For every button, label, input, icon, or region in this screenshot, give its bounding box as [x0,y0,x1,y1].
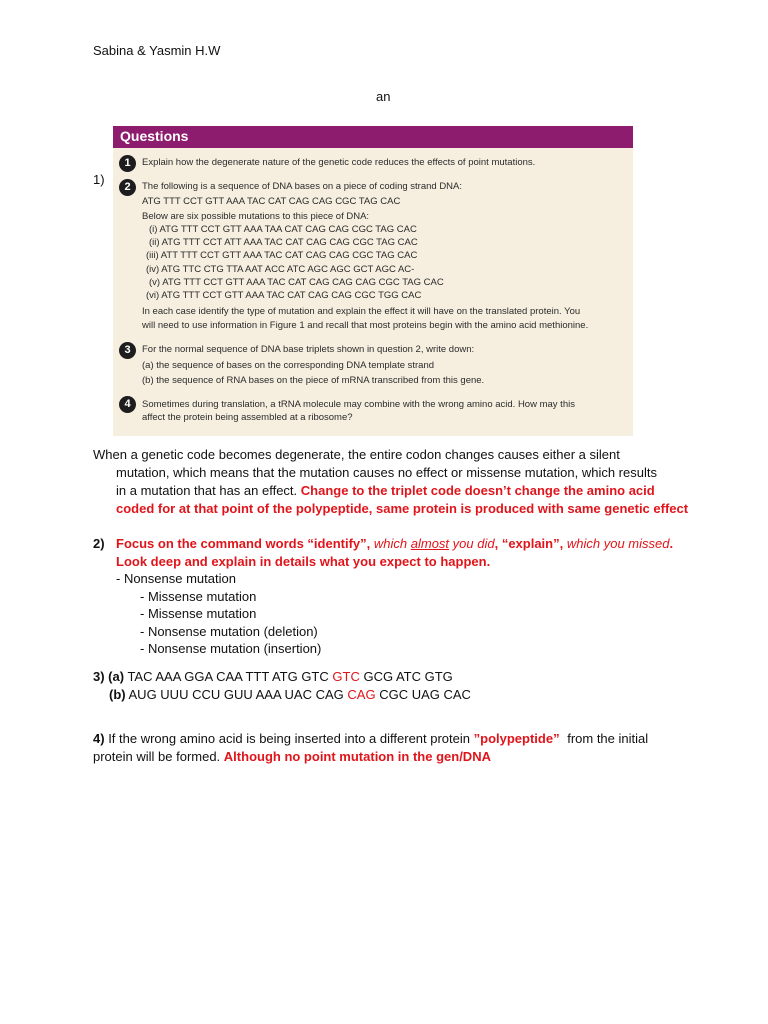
answer-1-feedback-part1: Change to the triplet code doesn’t change the amino acid [300,483,655,498]
answer-2-label: 2) [93,536,105,551]
feedback-almost: almost [410,536,450,551]
answer-2-item: - Nonsense mutation (deletion) [140,624,318,639]
answer-3b-label: (b) [109,687,126,702]
mutation-item: (iii) ATT TTT CCT GTT AAA TAC CAT CAG CAG CGC TAG CAC [146,250,418,261]
answer-3b-sequence-end: CGC UAG CAC [379,687,471,702]
answer-1-text-end: in a mutation that has an effect. [116,483,298,498]
feedback-period: . [669,536,674,551]
answer-3a-sequence-end: GCG ATC GTG [363,669,453,684]
answer-1-line2: mutation, which means that the mutation causes no effect or missense mutation, which results [116,465,657,480]
answer-2-item: - Nonsense mutation [116,571,236,586]
question-1-text: Explain how the degenerate nature of the genetic code reduces the effects of point mutations. [142,157,536,168]
feedback-you-missed: which you missed [566,536,670,551]
question-3-intro: For the normal sequence of DNA base triplets shown in question 2, write down: [142,344,475,355]
question-2-intro: The following is a sequence of DNA bases on a piece of coding strand DNA: [142,181,463,192]
answer-3a-label: 3) (a) [93,669,125,684]
question-2-below: Below are six possible mutations to this piece of DNA: [142,211,370,222]
feedback-which: which [373,536,408,551]
answer-4-text-end: from the initial [567,731,649,746]
mutation-item: (v) ATG TTT CCT GTT AAA TAC CAT CAG CAG CAG CGC TAG CAC [149,277,444,288]
question-2-task-line1: In each case identify the type of mutation and explain the effect it will have on the translated protein. You [142,306,581,317]
feedback-you-did: you did [452,536,495,551]
answer-1-line1: When a genetic code becomes degenerate, the entire codon changes causes either a silent [93,447,620,462]
mutation-item: (ii) ATG TTT CCT ATT AAA TAC CAT CAG CAG CGC TAG CAC [149,237,418,248]
question-2-sequence: ATG TTT CCT GTT AAA TAC CAT CAG CAG CGC TAG CAC [142,196,401,207]
answer-3a-sequence: TAC AAA GGA CAA TTT ATG GTC [127,669,329,684]
answer-3a-correction: GTC [332,669,360,684]
answer-2-item: - Missense mutation [140,589,257,604]
answer-3a-line [93,669,453,684]
mutation-item: (iv) ATG TTC CTG TTA AAT ACC ATC AGC AGC GCT AGC AC- [146,264,415,275]
question-3-part-b: (b) the sequence of RNA bases on the piece of mRNA transcribed from this gene. [142,375,485,386]
authors-header: Sabina & Yasmin H.W [93,43,221,58]
question-3-part-a: (a) the sequence of bases on the corresponding DNA template strand [142,360,435,371]
answer-2-item: - Nonsense mutation (insertion) [140,641,322,656]
center-header: an [376,89,391,104]
answer-4-feedback: Although no point mutation in the gen/DNA [223,749,491,764]
answer-3b-correction: CAG [347,687,376,702]
feedback-explain: , “explain”, [494,536,564,551]
questions-box [113,126,633,436]
questions-title: Questions [120,128,189,144]
answer-4-text-line2: protein will be formed. [93,749,221,764]
answer-1-line3 [116,483,655,498]
answer-1-feedback-part2: coded for at that point of the polypeptide, same protein is produced with same genetic effect [116,501,689,516]
question-1-number: 1 [119,155,136,172]
question-4-line2: affect the protein being assembled at a ribosome? [142,412,353,423]
answer-3b-line [109,687,471,702]
answer-4-line1 [93,731,648,746]
question-4-line1: Sometimes during translation, a tRNA molecule may combine with the wrong amino acid. How may this [142,399,575,410]
feedback-command-words: Focus on the command words “identify”, [116,536,371,551]
question-3-number: 3 [119,342,136,359]
question-2-task-line2: will need to use information in Figure 1 and recall that most proteins begin with the amino acid methionine. [142,320,589,331]
answer-4-polypeptide: ”polypeptide” [473,731,560,746]
answer-4-line2 [93,749,491,764]
answer-1-label: 1) [93,172,105,187]
question-4-number: 4 [119,396,136,413]
questions-header [113,126,633,148]
mutation-item: (vi) ATG TTT CCT GTT AAA TAC CAT CAG CAG CGC TGG CAC [146,290,422,301]
answer-2-feedback-line1 [116,536,673,551]
answer-4-text: If the wrong amino acid is being inserted into a different protein [108,731,470,746]
answer-4-label: 4) [93,731,105,746]
mutation-item: (i) ATG TTT CCT GTT AAA TAA CAT CAG CAG CGC TAG CAC [149,224,417,235]
question-2-number: 2 [119,179,136,196]
answer-2-item: - Missense mutation [140,606,257,621]
answer-2-feedback-line2: Look deep and explain in details what you expect to happen. [116,554,491,569]
answer-3b-sequence: AUG UUU CCU GUU AAA UAC CAG [128,687,344,702]
